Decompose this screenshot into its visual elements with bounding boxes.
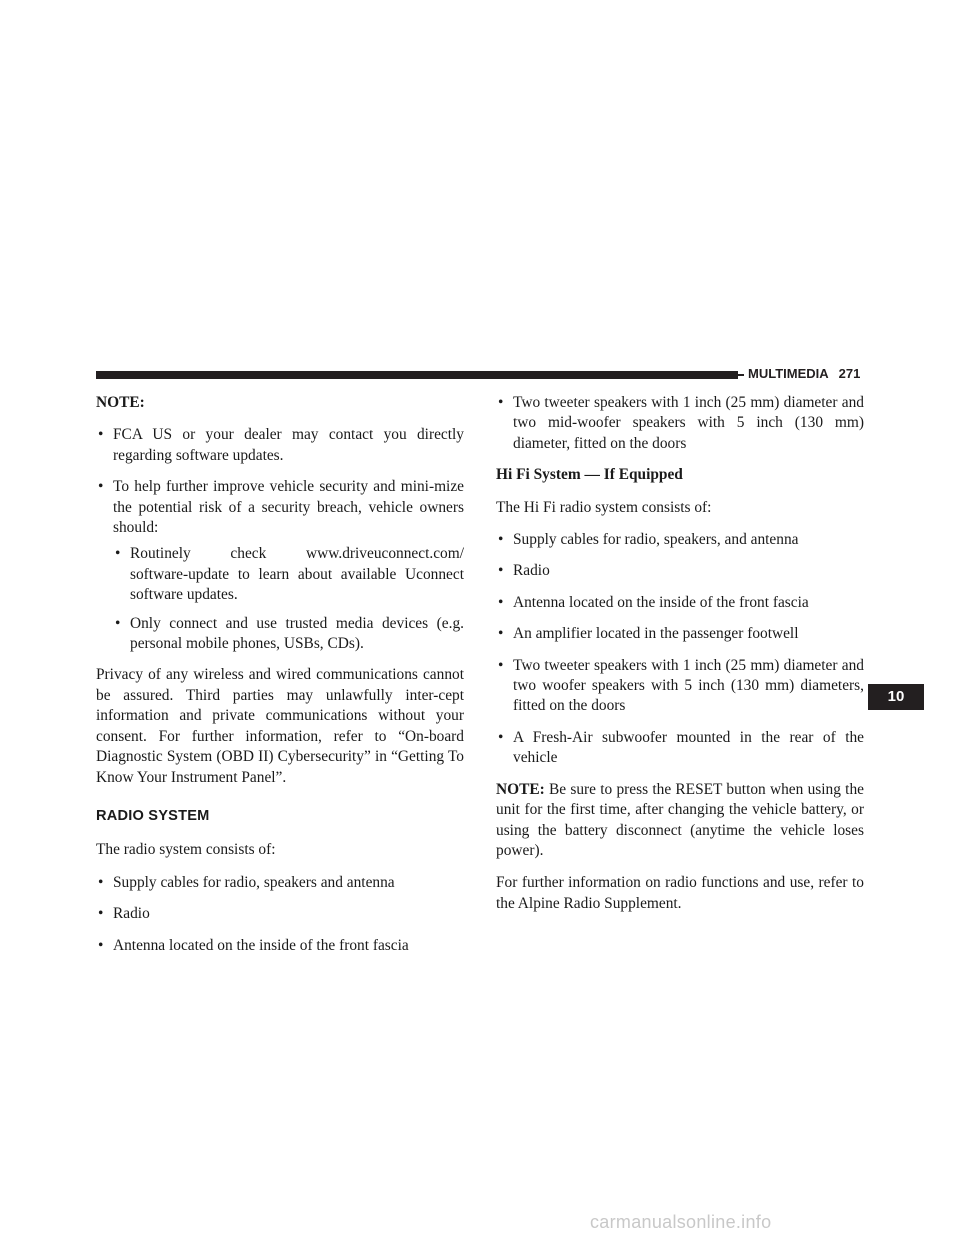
list-item-text: Supply cables for radio, speakers and antenna xyxy=(113,873,395,891)
list-item xyxy=(96,873,464,893)
list-item xyxy=(496,624,864,644)
privacy-paragraph: Privacy of any wireless and wired communications cannot be assured. Third parties may unlawfully inter-cept information and private communications without your consent. For further information, refer to “On-board Diagnostic System (OBD II) Cybersecurity” in “Getting To Know Your Instrument Panel”. xyxy=(96,666,464,786)
list-item-text: Two tweeter speakers with 1 inch (25 mm) diameter and two mid-woofer speakers with 5 inch (130 mm) diameter, fitted on the doors xyxy=(513,394,864,452)
sub-list-item xyxy=(113,544,464,605)
reset-note xyxy=(496,780,864,862)
hifi-item-list xyxy=(496,530,864,769)
bullet-icon: • xyxy=(498,728,504,746)
closing-paragraph: For further information on radio functions and use, refer to the Alpine Radio Supplement. xyxy=(496,874,864,912)
speaker-list xyxy=(496,393,864,454)
chapter-tab: 10 xyxy=(868,684,924,710)
bullet-icon: • xyxy=(498,593,504,611)
list-item-text: FCA US or your dealer may contact you directly regarding software updates. xyxy=(113,426,464,464)
right-column xyxy=(496,393,864,926)
hifi-intro: The Hi Fi radio system consists of: xyxy=(496,498,712,516)
section-title: MULTIMEDIA xyxy=(748,366,829,381)
sub-list-item-text: Only connect and use trusted media devices (e.g. personal mobile phones, USBs, CDs). xyxy=(130,614,464,653)
bullet-icon: • xyxy=(98,478,104,496)
bullet-icon: • xyxy=(115,614,121,632)
sub-bullet-list xyxy=(113,544,464,654)
radio-intro: The radio system consists of: xyxy=(96,841,276,859)
bullet-icon: • xyxy=(98,905,104,923)
bullet-icon: • xyxy=(98,426,104,444)
header-rule-end xyxy=(738,374,744,376)
list-item-text: Two tweeter speakers with 1 inch (25 mm) diameter and two woofer speakers with 5 inch (130 mm) diameters, fitted on the doors xyxy=(513,656,864,715)
bullet-icon: • xyxy=(498,531,504,549)
header-rule xyxy=(96,371,738,379)
left-column xyxy=(96,393,464,967)
bullet-icon: • xyxy=(498,394,504,411)
url-line: Routinely check www.driveuconnect.com/ xyxy=(130,545,464,563)
note-bullet-list xyxy=(96,425,464,654)
hifi-heading: Hi Fi System — If Equipped xyxy=(496,466,683,484)
reset-note-text: Be sure to press the RESET button when using the unit for the first time, after changing the vehicle battery, or using the battery disconnect (anytime the vehicle loses power). xyxy=(496,780,864,859)
list-item xyxy=(96,477,464,654)
list-item-text: Radio xyxy=(513,562,550,580)
list-item xyxy=(496,593,864,613)
list-item xyxy=(96,904,464,924)
list-item xyxy=(496,728,864,769)
radio-system-heading: RADIO SYSTEM xyxy=(96,807,210,824)
list-item xyxy=(96,936,464,956)
bullet-icon: • xyxy=(498,562,504,580)
list-item xyxy=(496,393,864,454)
bullet-icon: • xyxy=(115,545,121,563)
note-label: NOTE: xyxy=(496,780,545,798)
list-item-text: A Fresh-Air subwoofer mounted in the rear of the vehicle xyxy=(513,728,864,767)
list-item-text: Supply cables for radio, speakers, and antenna xyxy=(513,531,799,549)
list-item xyxy=(96,425,464,466)
list-item xyxy=(496,530,864,550)
bullet-icon: • xyxy=(98,873,104,891)
bullet-icon: • xyxy=(498,625,504,643)
list-item-text: An amplifier located in the passenger footwell xyxy=(513,625,799,643)
list-item-text: To help further improve vehicle security and mini-mize the potential risk of a security breach, vehicle owners should: xyxy=(113,478,464,537)
note-label: NOTE: xyxy=(96,394,145,411)
list-item-text: Antenna located on the inside of the front fascia xyxy=(513,593,809,611)
radio-item-list xyxy=(96,873,464,956)
list-item-text: Antenna located on the inside of the front fascia xyxy=(113,936,409,954)
watermark-text: carmanualsonline.info xyxy=(590,1212,772,1232)
bullet-icon: • xyxy=(98,936,104,954)
list-item-text: Radio xyxy=(113,905,150,923)
sub-list-item-text: software-update to learn about available Uconnect software updates. xyxy=(130,565,464,604)
list-item xyxy=(496,656,864,717)
list-item xyxy=(496,561,864,581)
bullet-icon: • xyxy=(498,656,504,674)
sub-list-item xyxy=(113,614,464,655)
page-number: 271 xyxy=(838,366,861,381)
running-header xyxy=(748,366,866,381)
